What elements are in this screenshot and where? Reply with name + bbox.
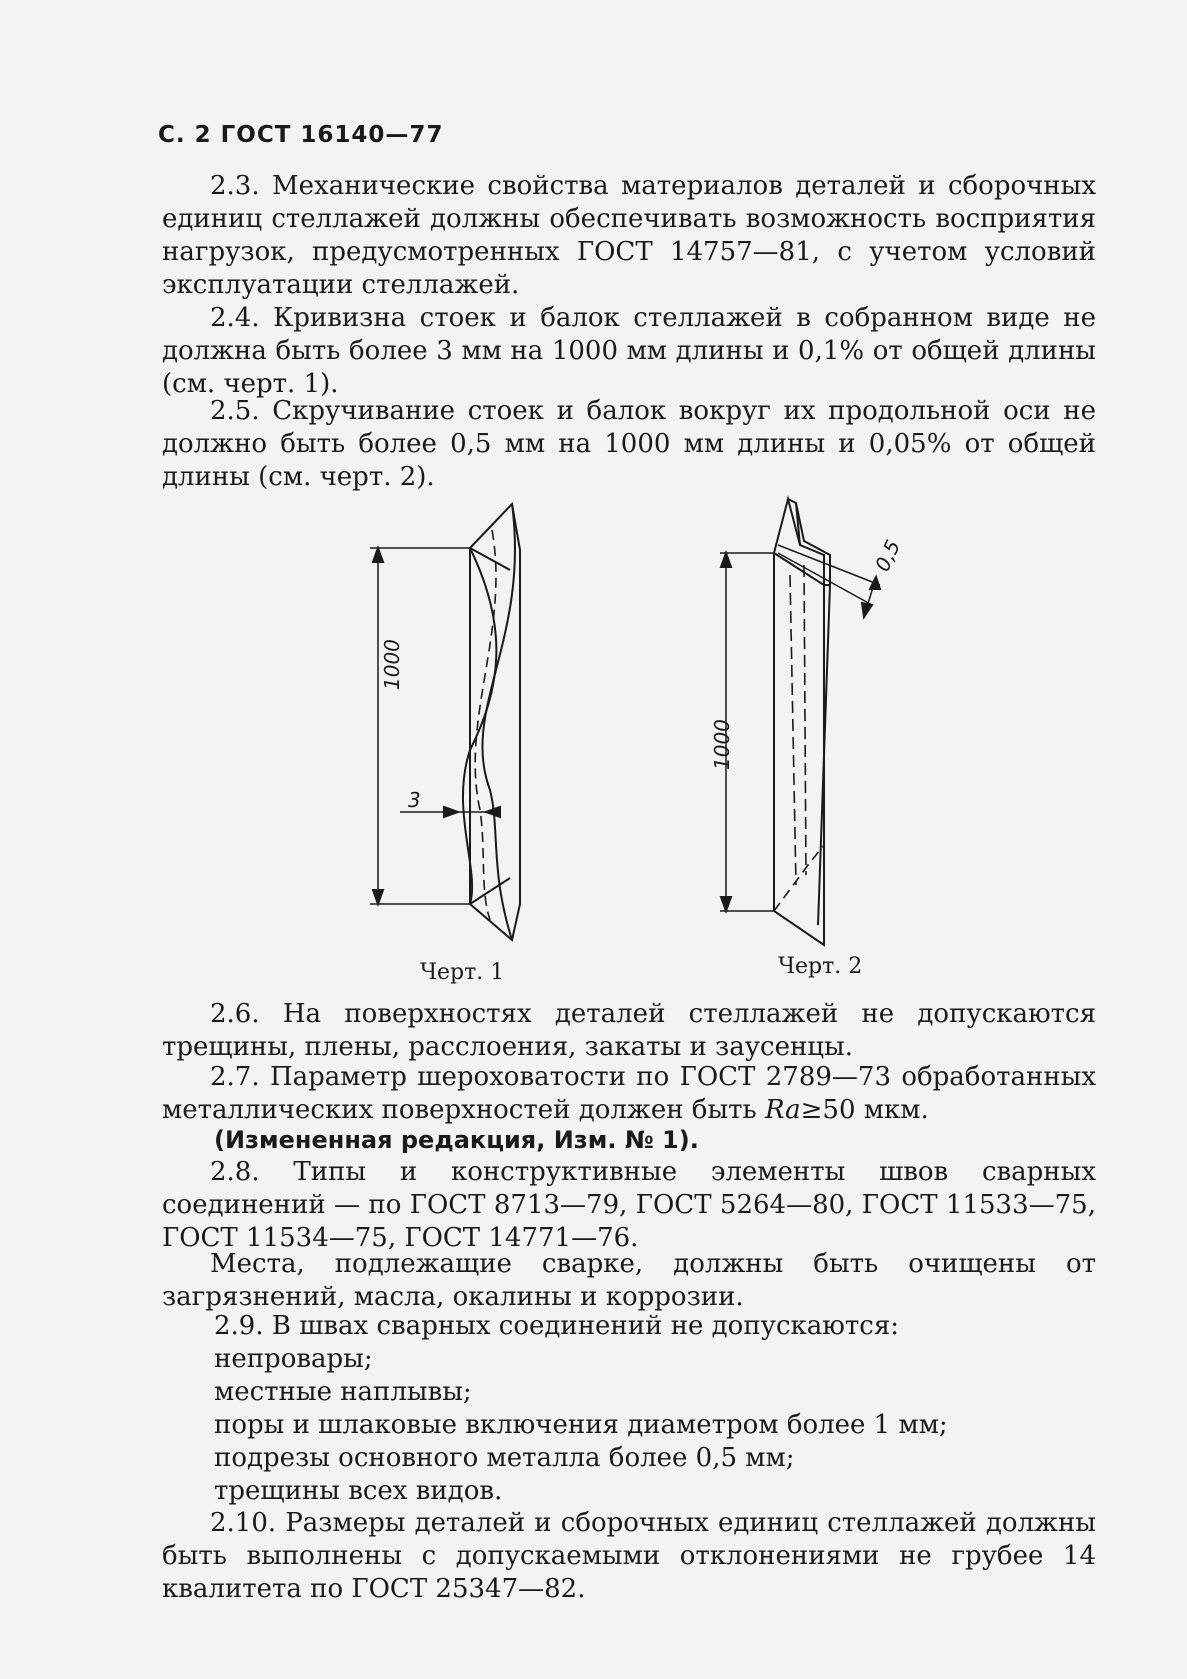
fig2-dim-length-label: 1000 <box>710 719 734 770</box>
fig1-dim-offset-label: 3 <box>408 788 421 812</box>
figure-1-caption: Черт. 1 <box>420 960 505 985</box>
edit-note: (Измененная редакция, Изм. № 1). <box>214 1126 699 1154</box>
paragraph-2-9: 2.9. В швах сварных соединений не допускаются: <box>214 1311 900 1341</box>
fig2-dim-twist-label: 0,5 <box>870 536 906 576</box>
figure-2-caption: Черт. 2 <box>778 954 863 979</box>
paragraph-2-7-text: 2.7. Параметр шероховатости по ГОСТ 2789—73 обработанных металлических поверхностей должен быть <box>162 1062 1096 1125</box>
paragraph-2-3: 2.3. Механические свойства материалов деталей и сборочных единиц стеллажей должны обеспечивать возможность восприятия нагрузок, предусмотренных ГОСТ 14757—81, с учетом условий эксплуатации стеллажей. <box>162 171 1096 300</box>
paragraph-2-10: 2.10. Размеры деталей и сборочных единиц стеллажей должны быть выполнены с допускаемыми отклонениями не грубее 14 квалитета по ГОСТ 25347—82. <box>162 1508 1096 1604</box>
list-item: поры и шлаковые включения диаметром более 1 мм; <box>214 1410 948 1440</box>
figure-1-curvature <box>360 490 560 950</box>
paragraph-2-5: 2.5. Скручивание стоек и балок вокруг их продольной оси не должно быть более 0,5 мм на 1000 мм длины и 0,05% от общей длины (см. черт. 2). <box>162 396 1096 492</box>
paragraph-2-8-cleaning: Места, подлежащие сварке, должны быть очищены от загрязнений, масла, окалины и коррозии. <box>162 1249 1096 1312</box>
list-item: подрезы основного металла более 0,5 мм; <box>214 1443 795 1473</box>
fig1-dim-length-label: 1000 <box>380 639 404 690</box>
paragraph-2-7-value: ≥50 мкм. <box>800 1095 929 1125</box>
page-header: С. 2 ГОСТ 16140—77 <box>158 122 444 148</box>
paragraph-2-7 <box>162 1061 1096 1127</box>
paragraph-2-4: 2.4. Кривизна стоек и балок стеллажей в собранном виде не должна быть более 3 мм на 1000 мм длины и 0,1% от общей длины (см. черт. 1). <box>162 303 1096 399</box>
paragraph-2-8: 2.8. Типы и конструктивные элементы швов сварных соединений — по ГОСТ 8713—79, ГОСТ 5264—80, ГОСТ 11533—75, ГОСТ 11534—75, ГОСТ 14771—76. <box>162 1157 1096 1253</box>
list-item: трещины всех видов. <box>214 1476 503 1506</box>
list-item: местные наплывы; <box>214 1377 472 1407</box>
list-item: непровары; <box>214 1344 373 1374</box>
paragraph-2-6: 2.6. На поверхностях деталей стеллажей не допускаются трещины, плены, расслоения, закаты и заусенцы. <box>162 999 1096 1062</box>
ra-symbol: Ra <box>764 1095 801 1125</box>
